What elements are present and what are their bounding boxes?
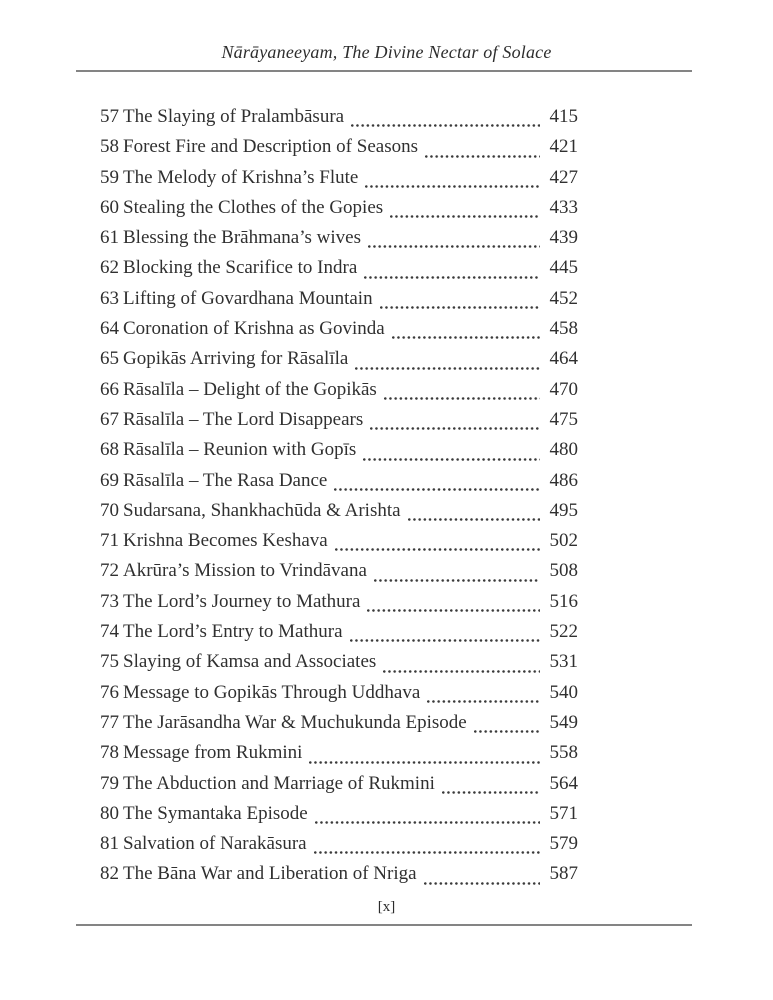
toc-entry: [100, 803, 578, 833]
toc-entry: [100, 530, 578, 560]
chapter-title: Blocking the Scarifice to Indra: [123, 257, 358, 279]
chapter-number: 69: [100, 469, 119, 491]
chapter-page-number: 452: [549, 287, 578, 309]
chapter-page-number: 558: [549, 742, 578, 764]
chapter-title: Sudarsana, Shankhachūda & Arishta: [123, 499, 401, 521]
chapter-page-number: 427: [549, 166, 578, 188]
chapter-number: 70: [100, 499, 119, 521]
toc-entry: [100, 833, 578, 863]
toc-entry: [100, 742, 578, 772]
toc-entry: [100, 439, 578, 469]
chapter-number: 67: [100, 408, 119, 430]
chapter-title: Coronation of Krishna as Govinda: [123, 318, 385, 340]
chapter-title: The Abduction and Marriage of Rukmini: [123, 772, 435, 794]
dot-leader: [355, 367, 540, 370]
chapter-page-number: 470: [549, 378, 578, 400]
dot-leader: [424, 882, 540, 885]
toc-entry: [100, 318, 578, 348]
chapter-page-number: 540: [549, 681, 578, 703]
chapter-number: 59: [100, 166, 119, 188]
chapter-page-number: 564: [549, 772, 578, 794]
chapter-title: The Jarāsandha War & Muchukunda Episode: [123, 711, 467, 733]
chapter-number: 63: [100, 287, 119, 309]
chapter-page-number: 486: [549, 469, 578, 491]
chapter-title: Salvation of Narakāsura: [123, 833, 307, 855]
chapter-number: 80: [100, 802, 119, 824]
chapter-title: Rāsalīla – Reunion with Gopīs: [123, 439, 357, 461]
chapter-number: 66: [100, 378, 119, 400]
chapter-number: 81: [100, 833, 119, 855]
chapter-number: 58: [100, 136, 119, 158]
chapter-title: Forest Fire and Description of Seasons: [123, 136, 418, 158]
chapter-page-number: 464: [549, 348, 578, 370]
chapter-title: The Melody of Krishna’s Flute: [123, 166, 359, 188]
toc-entry: [100, 500, 578, 530]
dot-leader: [427, 700, 540, 703]
toc-entry: [100, 712, 578, 742]
chapter-title: Akrūra’s Mission to Vrindāvana: [123, 560, 367, 582]
chapter-page-number: 433: [549, 196, 578, 218]
dot-leader: [384, 397, 540, 400]
running-header-title: Nārāyaneeyam, The Divine Nectar of Solace: [221, 42, 552, 62]
chapter-title: The Lord’s Entry to Mathura: [123, 621, 343, 643]
chapter-number: 79: [100, 772, 119, 794]
dot-leader: [350, 639, 540, 642]
dot-leader: [408, 518, 540, 521]
chapter-title: Message to Gopikās Through Uddhava: [123, 681, 421, 703]
chapter-title: Stealing the Clothes of the Gopies: [123, 196, 384, 218]
dot-leader: [442, 791, 540, 794]
toc-entry: [100, 773, 578, 803]
chapter-page-number: 421: [549, 136, 578, 158]
chapter-page-number: 475: [549, 408, 578, 430]
chapter-title: The Bāna War and Liberation of Nriga: [123, 863, 417, 885]
dot-leader: [309, 761, 540, 764]
chapter-number: 60: [100, 196, 119, 218]
chapter-page-number: 415: [549, 106, 578, 127]
chapter-number: 73: [100, 590, 119, 612]
chapter-page-number: 549: [549, 711, 578, 733]
dot-leader: [315, 821, 540, 824]
chapter-number: 71: [100, 530, 119, 552]
chapter-number: 64: [100, 318, 119, 340]
chapter-page-number: 480: [549, 439, 578, 461]
toc-entry: [100, 167, 578, 197]
dot-leader: [364, 276, 540, 279]
dot-leader: [392, 336, 540, 339]
chapter-title: Blessing the Brāhmana’s wives: [123, 227, 361, 249]
chapter-title: Gopikās Arriving for Rāsalīla: [123, 348, 349, 370]
chapter-title: Message from Rukmini: [123, 742, 303, 764]
dot-leader: [370, 427, 540, 430]
chapter-title: The Symantaka Episode: [123, 802, 308, 824]
chapter-title: The Lord’s Journey to Mathura: [123, 590, 361, 612]
toc-entry: [100, 621, 578, 651]
chapter-title: Slaying of Kamsa and Associates: [123, 651, 377, 673]
dot-leader: [365, 185, 540, 188]
chapter-number: 74: [100, 621, 119, 643]
chapter-number: 82: [100, 863, 119, 885]
chapter-title: Rāsalīla – The Rasa Dance: [123, 469, 328, 491]
toc-entry: [100, 651, 578, 681]
chapter-title: The Slaying of Pralambāsura: [123, 106, 345, 127]
footer-rule: [76, 924, 692, 926]
toc-entry: [100, 560, 578, 590]
toc-entry: [100, 227, 578, 257]
toc-entry: [100, 682, 578, 712]
dot-leader: [367, 609, 540, 612]
chapter-number: 77: [100, 711, 119, 733]
chapter-page-number: 579: [549, 833, 578, 855]
table-of-contents: [100, 106, 578, 894]
header-rule: [76, 70, 692, 72]
chapter-page-number: 458: [549, 318, 578, 340]
dot-leader: [368, 245, 540, 248]
toc-entry: [100, 348, 578, 378]
chapter-number: 76: [100, 681, 119, 703]
toc-entry: [100, 470, 578, 500]
chapter-number: 61: [100, 227, 119, 249]
chapter-number: 78: [100, 742, 119, 764]
chapter-number: 75: [100, 651, 119, 673]
dot-leader: [314, 851, 540, 854]
chapter-number: 62: [100, 257, 119, 279]
toc-entry: [100, 379, 578, 409]
toc-entry: [100, 106, 578, 136]
chapter-number: 65: [100, 348, 119, 370]
chapter-page-number: 502: [549, 530, 578, 552]
chapter-title: Rāsalīla – The Lord Disappears: [123, 408, 364, 430]
dot-leader: [335, 548, 540, 551]
chapter-page-number: 571: [549, 802, 578, 824]
chapter-page-number: 522: [549, 621, 578, 643]
dot-leader: [334, 488, 540, 491]
toc-entry: [100, 591, 578, 621]
toc-entry: [100, 863, 578, 893]
toc-entry: [100, 136, 578, 166]
dot-leader: [351, 124, 540, 127]
chapter-page-number: 531: [549, 651, 578, 673]
chapter-number: 68: [100, 439, 119, 461]
chapter-page-number: 445: [549, 257, 578, 279]
chapter-page-number: 439: [549, 227, 578, 249]
chapter-title: Rāsalīla – Delight of the Gopikās: [123, 378, 377, 400]
chapter-page-number: 516: [549, 590, 578, 612]
chapter-page-number: 587: [549, 863, 578, 885]
chapter-number: 57: [100, 106, 119, 127]
dot-leader: [390, 215, 540, 218]
dot-leader: [363, 458, 540, 461]
toc-entry: [100, 288, 578, 318]
dot-leader: [425, 155, 540, 158]
folio-page-number: [x]: [377, 899, 396, 915]
toc-entry: [100, 409, 578, 439]
toc-entry: [100, 257, 578, 287]
chapter-number: 72: [100, 560, 119, 582]
chapter-page-number: 495: [549, 499, 578, 521]
toc-entry: [100, 197, 578, 227]
dot-leader: [383, 670, 540, 673]
chapter-title: Lifting of Govardhana Mountain: [123, 287, 373, 309]
dot-leader: [374, 579, 540, 582]
dot-leader: [474, 730, 540, 733]
dot-leader: [380, 306, 540, 309]
chapter-title: Krishna Becomes Keshava: [123, 530, 328, 552]
chapter-page-number: 508: [549, 560, 578, 582]
